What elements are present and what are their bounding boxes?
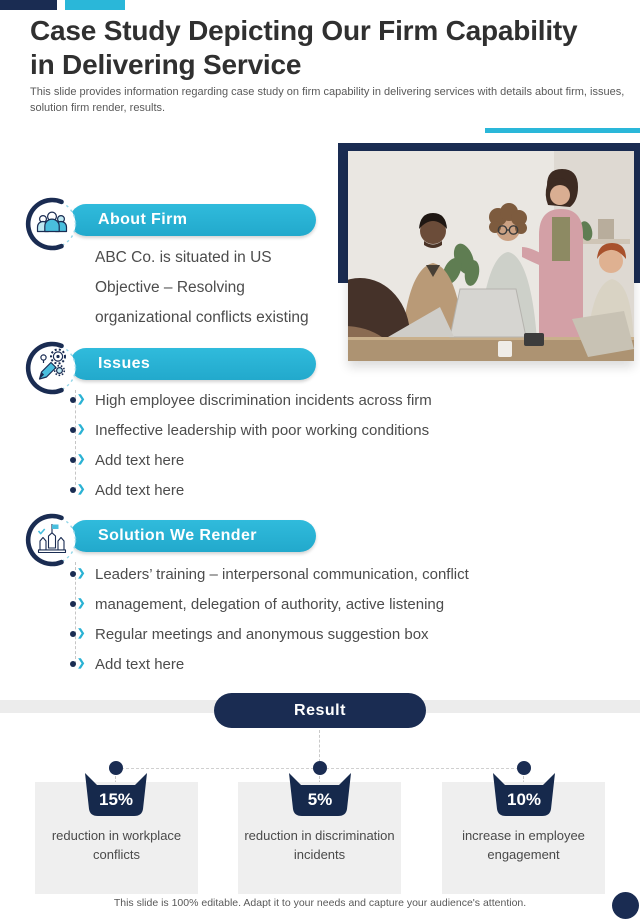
bullet-item: ❯ High employee discrimination incidents across firm: [64, 385, 432, 415]
about-firm-line: ABC Co. is situated in US: [95, 249, 272, 266]
section-header-label: Issues: [98, 355, 151, 372]
page-title-line2: in Delivering Service: [30, 49, 302, 80]
top-accent-cyan-bar: [65, 0, 125, 10]
result-badge-value: 15%: [98, 789, 134, 809]
result-card-label: reduction in discrimination incidents: [244, 828, 395, 862]
result-header-label: Result: [294, 701, 346, 719]
bullet-marker-icon: ❯: [64, 395, 95, 405]
bullet-item: ❯ Add text here: [64, 649, 469, 679]
about-firm-line: organizational conflicts existing: [95, 309, 309, 326]
bullet-marker-icon: ❯: [64, 629, 95, 639]
about-firm-line: Objective – Resolving: [95, 279, 245, 296]
bullet-item: ❯ Regular meetings and anonymous suggestion box: [64, 619, 469, 649]
section-header-label: About Firm: [98, 211, 188, 228]
result-badge: [288, 772, 352, 818]
top-accent-navy-bar: [0, 0, 57, 10]
footer-note: This slide is 100% editable. Adapt it to your needs and capture your audience's attention.: [113, 897, 527, 909]
issues-bullet-list: [64, 385, 432, 505]
footer-circle: [612, 892, 639, 919]
section-header-label: Solution We Render: [98, 527, 257, 544]
result-badge-value: 10%: [506, 789, 542, 809]
about-firm-body: [95, 243, 309, 333]
result-card-label: reduction in workplace conflicts: [51, 828, 182, 862]
result-badge-value: 5%: [307, 789, 333, 809]
result-badge: [84, 772, 148, 818]
result-card-label: increase in employee engagement: [462, 828, 585, 862]
team-meeting-photo: [348, 151, 634, 361]
bullet-marker-icon: ❯: [64, 425, 95, 435]
page-title-line1: Case Study Depicting Our Firm Capability: [30, 15, 578, 46]
bullet-item: ❯ Add text here: [64, 475, 432, 505]
bullet-item: ❯ management, delegation of authority, active listening: [64, 589, 469, 619]
result-badge: [492, 772, 556, 818]
bullet-marker-icon: ❯: [64, 455, 95, 465]
section-header-about-firm: [70, 204, 316, 236]
bullet-marker-icon: ❯: [64, 659, 95, 669]
bullet-marker-icon: ❯: [64, 599, 95, 609]
page-subtitle: This slide provides information regarding case study on firm capability in delivering services with details about firm, issues, solution firm render, results.: [30, 86, 625, 114]
bullet-marker-icon: ❯: [64, 569, 95, 579]
bullet-item: ❯ Add text here: [64, 445, 432, 475]
bullet-marker-icon: ❯: [64, 485, 95, 495]
photo-accent-line: [485, 128, 640, 133]
pencil-gear-icon: [24, 340, 80, 396]
solution-bullet-list: [64, 559, 469, 679]
team-meeting-illustration: [348, 151, 634, 361]
section-header-issues: [70, 348, 316, 380]
castle-flag-icon: [24, 512, 80, 568]
bullet-item: ❯ Ineffective leadership with poor working conditions: [64, 415, 432, 445]
bullet-item: ❯ Leaders’ training – interpersonal communication, conflict: [64, 559, 469, 589]
result-header: [214, 693, 426, 728]
people-group-icon: [24, 196, 80, 252]
page-title: [30, 14, 630, 82]
section-header-solution-we-render: [70, 520, 316, 552]
result-connector-line: [319, 730, 320, 762]
